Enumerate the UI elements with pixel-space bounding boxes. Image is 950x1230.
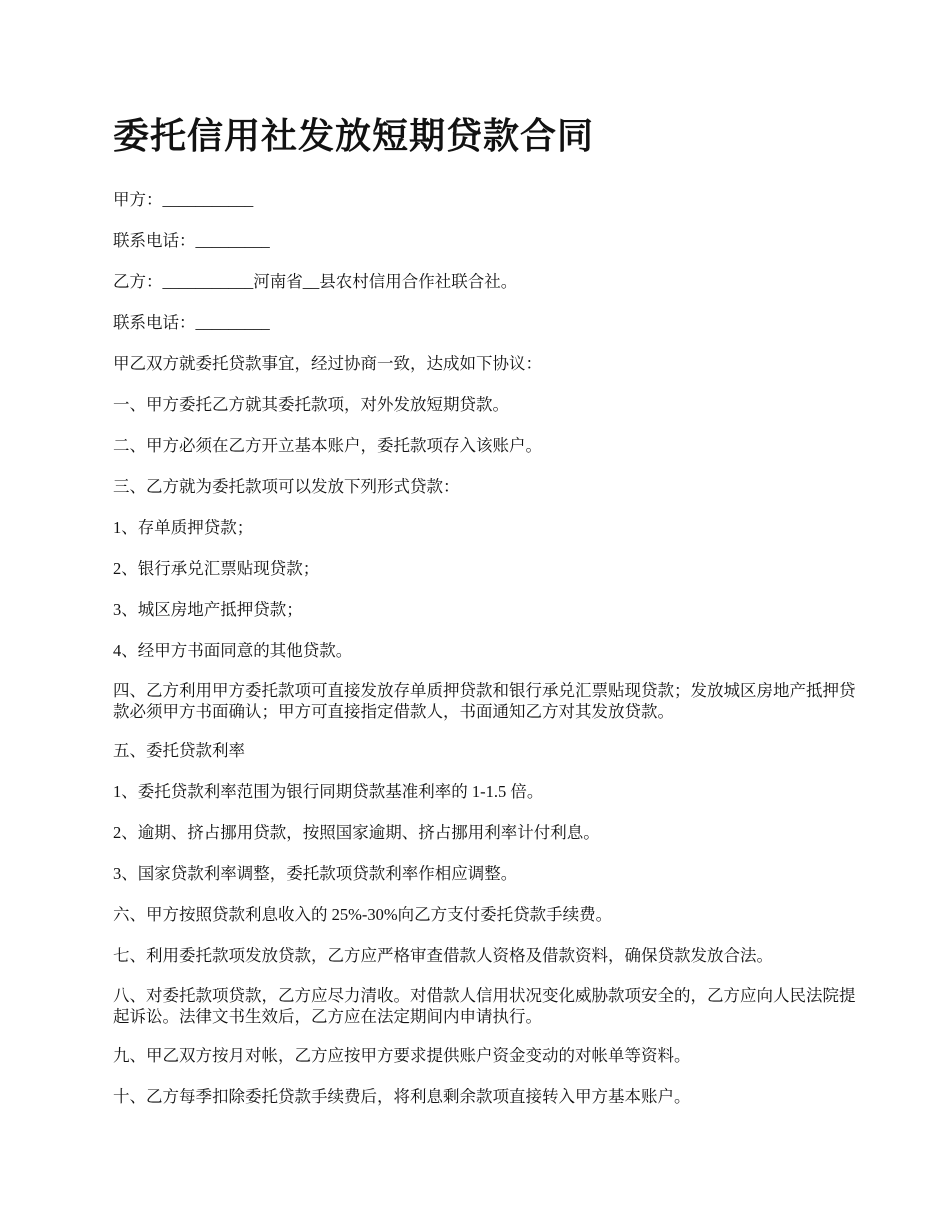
clause-2: 二、甲方必须在乙方开立基本账户，委托款项存入该账户。: [113, 436, 542, 455]
clause-3: 三、乙方就为委托款项可以发放下列形式贷款：: [113, 477, 460, 496]
clause-5: 五、委托贷款利率: [113, 741, 245, 760]
clause-5-item-3: 3、国家贷款利率调整，委托款项贷款利率作相应调整。: [113, 864, 518, 883]
clause-3-item-4: 4、经甲方书面同意的其他贷款。: [113, 641, 353, 660]
clause-5-item-1: 1、委托贷款利率范围为银行同期贷款基准利率的 1-1.5 倍。: [113, 782, 544, 801]
clause-7: 七、利用委托款项发放贷款，乙方应严格审查借款人资格及借款资料，确保贷款发放合法。: [113, 946, 773, 965]
party-a-line: 甲方：___________: [113, 190, 254, 209]
party-b-phone-line: 联系电话：_________: [113, 313, 270, 332]
clause-1: 一、甲方委托乙方就其委托款项，对外发放短期贷款。: [113, 395, 509, 414]
clause-6: 六、甲方按照贷款利息收入的 25%-30%向乙方支付委托贷款手续费。: [113, 905, 613, 924]
clause-8: 八、对委托款项贷款，乙方应尽力清收。对借款人信用状况变化威胁款项安全的，乙方应向人民法院提起诉讼。法律文书生效后，乙方应在法定期间内申请执行。: [113, 986, 856, 1026]
party-b-line: 乙方：___________河南省__县农村信用合作社联合社。: [113, 272, 518, 291]
clause-10: 十、乙方每季扣除委托贷款手续费后，将利息剩余款项直接转入甲方基本账户。: [113, 1087, 691, 1106]
document-page: [113, 112, 858, 1126]
agreement-intro: 甲乙双方就委托贷款事宜，经过协商一致，达成如下协议：: [113, 354, 542, 373]
document-body: [113, 188, 858, 1109]
document-title: 委托信用社发放短期贷款合同: [113, 116, 595, 156]
clause-5-item-2: 2、逾期、挤占挪用贷款，按照国家逾期、挤占挪用利率计付利息。: [113, 823, 600, 842]
clause-3-item-2: 2、银行承兑汇票贴现贷款；: [113, 559, 320, 578]
clause-9: 九、甲乙双方按月对帐，乙方应按甲方要求提供账户资金变动的对帐单等资料。: [113, 1046, 691, 1065]
clause-3-item-3: 3、城区房地产抵押贷款；: [113, 600, 303, 619]
clause-3-item-1: 1、存单质押贷款；: [113, 518, 254, 537]
clause-4: 四、乙方利用甲方委托款项可直接发放存单质押贷款和银行承兑汇票贴现贷款；发放城区房地产抵押贷款必须甲方书面确认；甲方可直接指定借款人，书面通知乙方对其发放贷款。: [113, 681, 856, 721]
party-a-phone-line: 联系电话：_________: [113, 231, 270, 250]
